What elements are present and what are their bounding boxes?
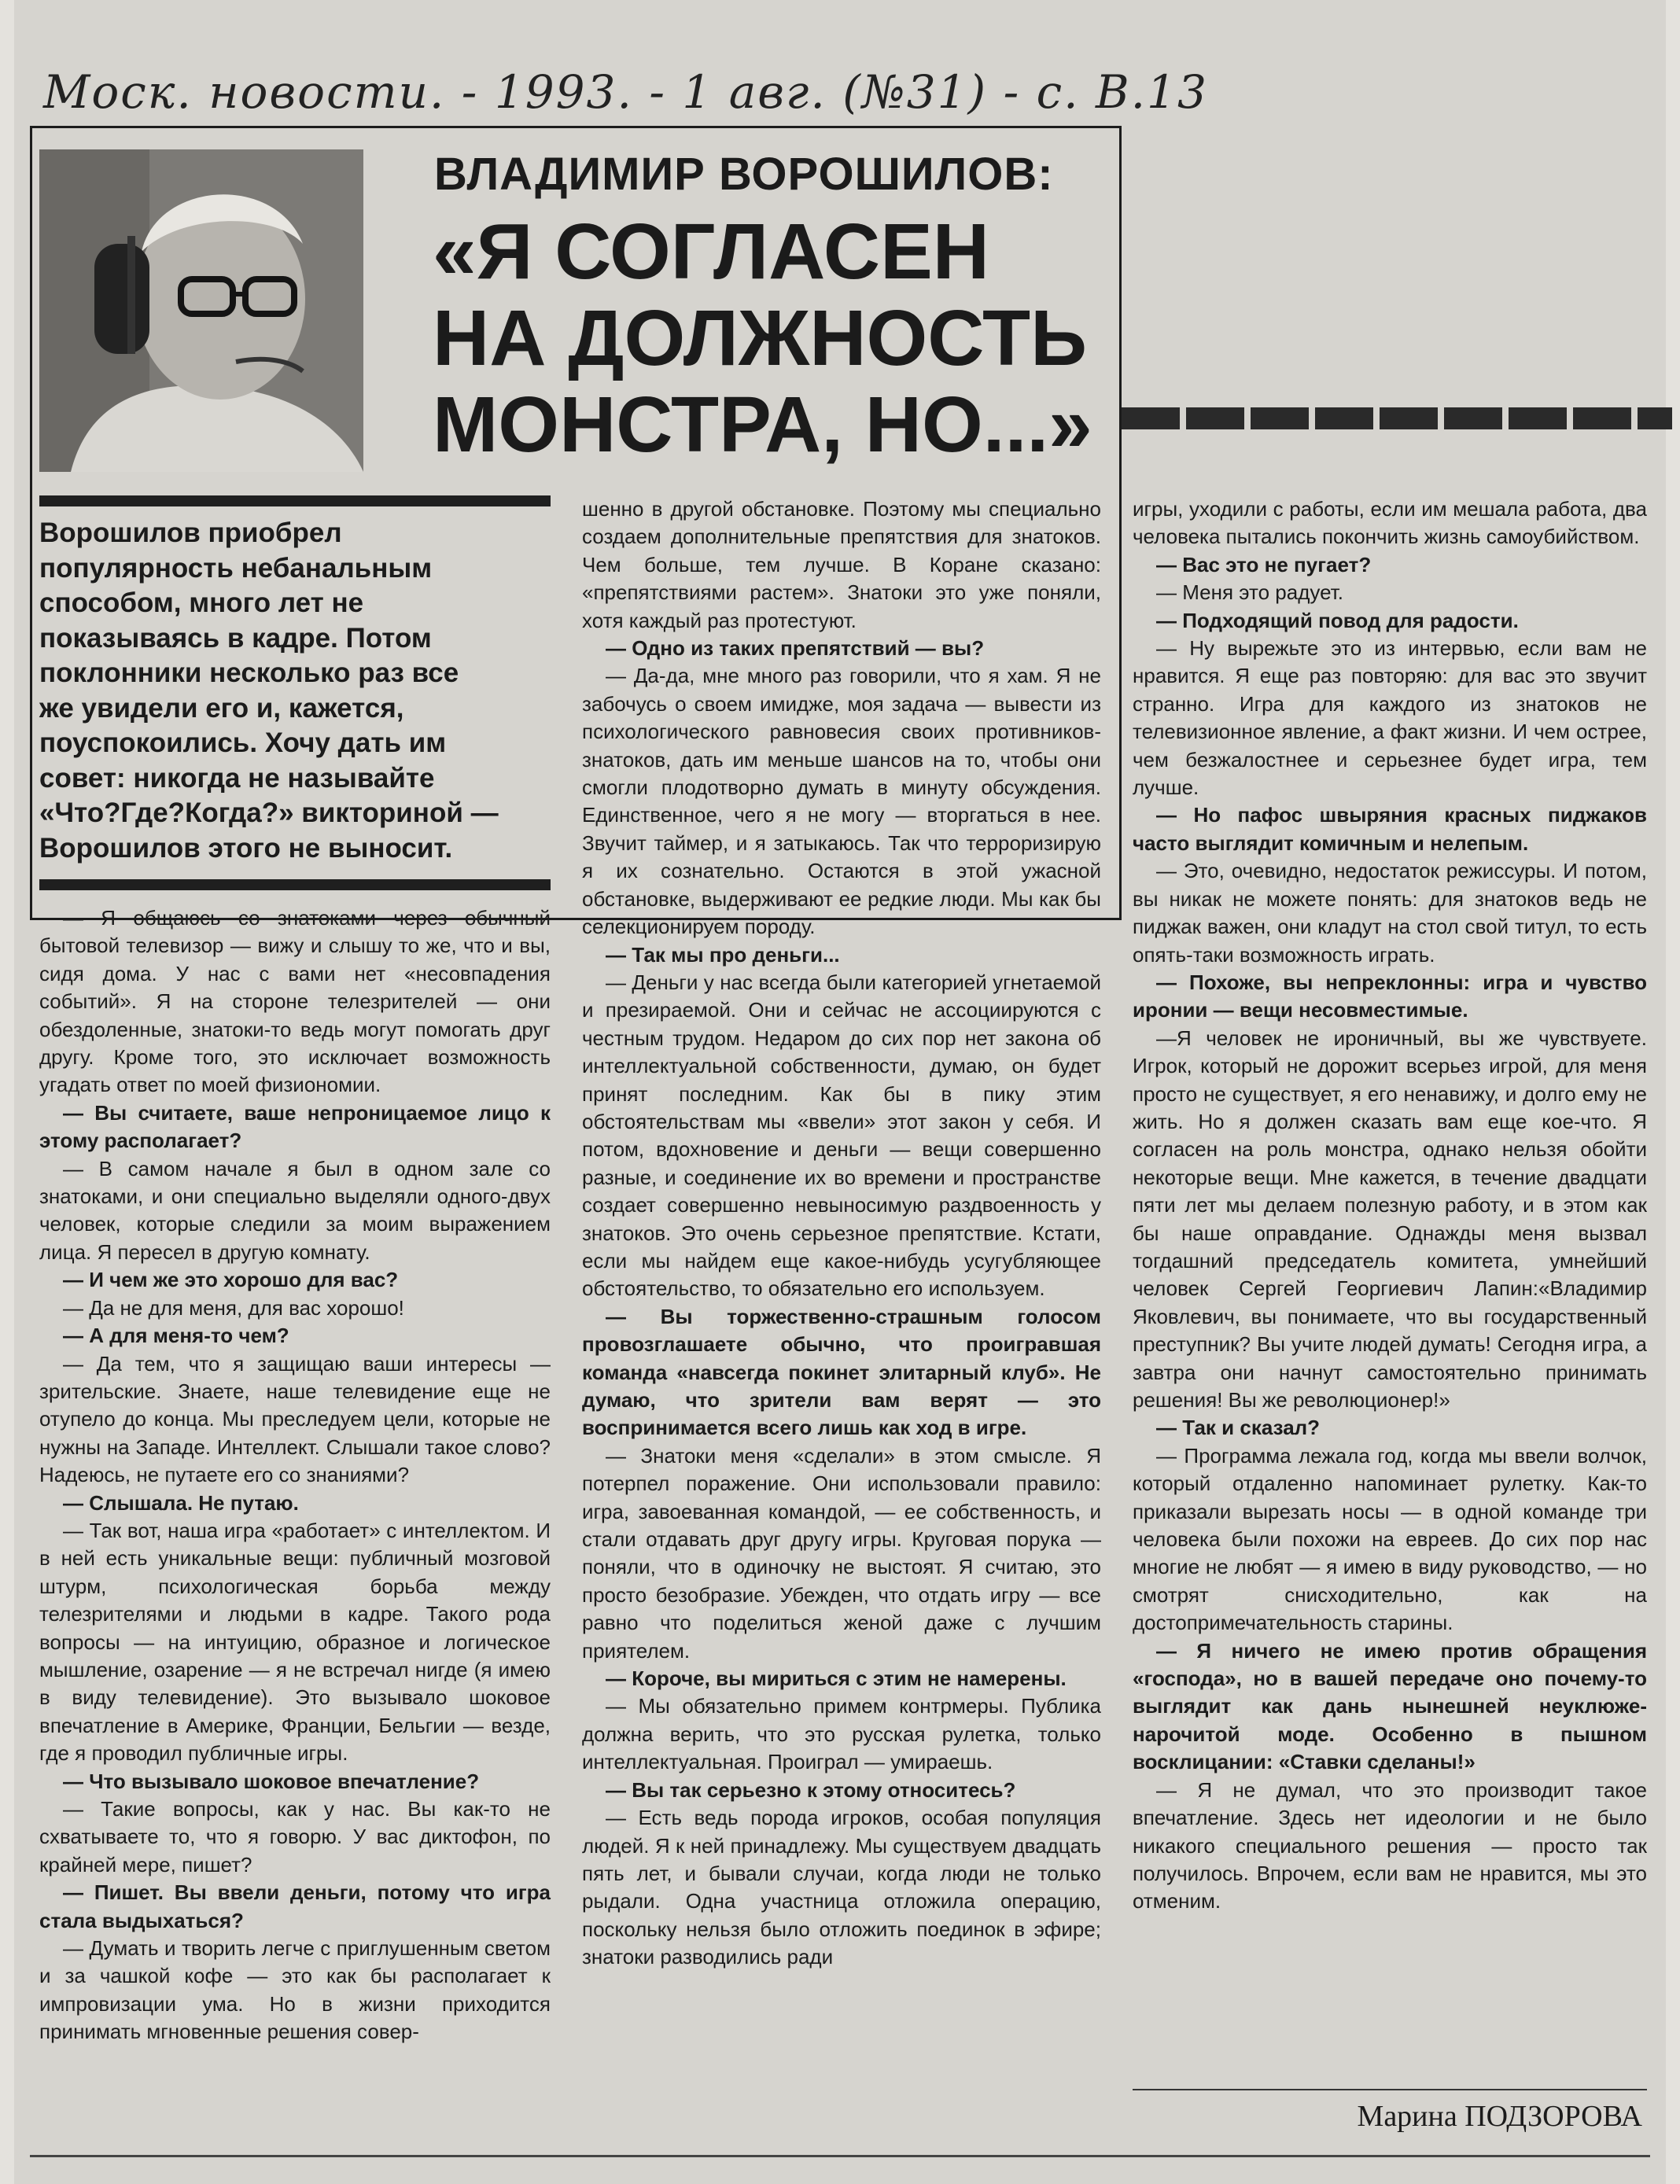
interview-paragraph: — Я общаюсь со знатоками через обычный бытовой телевизор — вижу и слышу то же, что и вы, сидя дома. У нас с вами нет «несовпадения событий». Я на стороне телезрителей — они обездоленные, знатоки-то ведь могут помогать друг другу. Кроме того, это исключает возможность угадать ответ по моей физиономии. (39, 906, 551, 1097)
interviewer-question: — Одно из таких препятствий — вы? (606, 636, 985, 661)
text-column-3 (1133, 495, 1647, 1916)
lead-bottom-rule (39, 879, 551, 890)
interview-paragraph: — Так вот, наша игра «работает» с интеллектом. И в ней есть уникальные вещи: публичный мозговой штурм, психологическая борьба между телезрителями и людьми в кадре. Такого рода вопросы — на интуицию, образное и логическое мышление, озарение — я не встречал нигде (я имею в виду телевидение). Это вызывало шоковое впечатление в Америке, Франции, Бельгии — везде, где я проводил публичные игры. (39, 1518, 551, 1766)
lead-line: способом, много лет не (39, 587, 364, 618)
lead-line: Ворошилов этого не выносит. (39, 832, 453, 864)
interview-paragraph: — Меня это радует. (1156, 580, 1343, 605)
portrait-illustration (39, 149, 363, 472)
interview-paragraph: — Это, очевидно, недостаток режиссуры. И потом, вы никак не можете понять: для знатоков ведь не пиджак важен, они кладут на стол свой титул, то есть опять-таки возможность играть. (1133, 859, 1647, 967)
interview-paragraph: игры, уходили с работы, если им мешала работа, два человека пытались покончить жизнь самоубийством. (1133, 497, 1647, 549)
lead-line: поклонники несколько раз все (39, 657, 459, 688)
interview-paragraph: — Деньги у нас всегда были категорией угнетаемой и презираемой. Они и сейчас не ассоциируются с честным трудом. Недаром до сих пор нет закона об интеллектуальной собственности, думаю, он будет принят последним. Как бы в пику этим обстоятельствам мы «ввели» этот закон у себя. И потом, вдохновение и деньги — вещи совершенно разные, и соединение их во времени и пространстве создает совершенно невыносимую раздвоенность у знатоков. Это очень серьезное препятствие. Кстати, если мы найдем еще какое-нибудь усугубляющее обстоятельство, то обязательно его используем. (582, 970, 1101, 1301)
lead-line: «Что?Где?Когда?» викториной — (39, 797, 499, 828)
interview-paragraph: шенно в другой обстановке. Поэтому мы специально создаем дополнительные препятствия для знатоков. Чем больше, тем лучше. В Коране сказано: «препятствиями растем». Знатоки это уже поняли, хотя каждый раз протестуют. (582, 497, 1101, 632)
interviewer-question: — Я ничего не имею против обращения «господа», но в вашей передаче оно почему-то выглядит как дань нынешней неуклюже-нарочитой моде. Особенно в пышном восклицании: «Ставки сделаны!» (1133, 1638, 1647, 1774)
headline-line: МОНСТРА, НО...» (433, 381, 1092, 469)
interview-paragraph: — Знатоки меня «сделали» в этом смысле. Я потерпел поражение. Они использовали правило: игра, завоеванная командой, — ее собственность, и стали отдавать друг другу игры. Круговая порука — поняли, что в одиночку не выстоят. Я считаю, это просто безобразие. Убежден, что отдать игру — все равно что поделиться женой даже с лучшим приятелем. (582, 1443, 1101, 1663)
interviewer-question: — Вы торжественно-страшным голосом провозглашаете обычно, что проигравшая команда «навсегда покинет элитарный клуб». Не думаю, что зрители вам верят — это воспринимается всего лишь как ход в игре. (582, 1304, 1101, 1440)
text-column-2 (582, 495, 1101, 1972)
lead-line: же увидели его и, кажется, (39, 692, 404, 724)
interviewer-question: — Вы так серьезно к этому относитесь? (606, 1777, 1016, 1802)
headline-block (433, 145, 1093, 468)
interviewer-question: — Так и сказал? (1156, 1416, 1321, 1440)
lead-line: поуспокоились. Хочу дать им (39, 727, 447, 758)
interviewer-question: — Короче, вы мириться с этим не намерены. (606, 1667, 1067, 1691)
interviewer-question: — Вы считаете, ваше непроницаемое лицо к этому располагает? (39, 1100, 551, 1153)
interview-paragraph: — Я не думал, что это производит такое впечатление. Здесь нет идеологии и не было никакого специального решения — просто так получилось. Впрочем, если вам не нравится, мы это отменим. (1133, 1777, 1647, 1913)
headline-line: «Я СОГЛАСЕН (433, 208, 990, 296)
interview-paragraph: — В самом начале я был в одном зале со знатоками, и они специально выделяли одного-двух человек, которые следили за моим выражением лица. Я пересел в другую комнату. (39, 1156, 551, 1264)
headline (433, 208, 1093, 468)
interview-paragraph: — Есть ведь порода игроков, особая популяция людей. Я к ней принадлежу. Мы существуем двадцать пять лет, и бывали случаи, когда люди не только рыдали. Одна участница отложила операцию, поскольку нельзя было отложить поединок в эфире; знатоки разводились ради (582, 1806, 1101, 1969)
interview-paragraph: — Да не для меня, для вас хорошо! (63, 1295, 404, 1320)
decorative-dash-strip (1122, 407, 1672, 429)
lead-line: совет: никогда не называйте (39, 762, 435, 794)
bottom-rule (30, 2155, 1650, 2157)
interviewer-question: — Вас это не пугает? (1156, 552, 1372, 576)
interview-paragraph: — Мы обязательно примем контрмеры. Публика должна верить, что это русская рулетка, только интеллектуальная. Проиграл — умираешь. (582, 1694, 1101, 1774)
text-column-1 (39, 904, 551, 2046)
handwritten-source-note: Моск. новости. - 1993. - 1 авг. (№31) - с. В.13 (43, 65, 1208, 119)
interviewer-question: — Но пафос швыряния красных пиджаков часто выглядит комичным и нелепым. (1133, 803, 1647, 855)
lead-paragraph (39, 516, 543, 866)
interview-paragraph: — Да-да, мне много раз говорили, что я хам. Я не забочусь о своем имидже, моя задача — вывести из психологического равновесия своих противников-знатоков, дать им меньше шансов на то, чтобы они смогли плодотворно думать в минуту обсуждения. Единственное, чего я не могу — вторгаться в нее. Звучит таймер, и я затыкаюсь. Так что терроризирую я их сознательно. Остаются в этой ужасной обстановке, выдерживают ее редкие люди. Мы как бы селекционируем породу. (582, 664, 1101, 939)
interviewer-question: — Что вызывало шоковое впечатление? (63, 1769, 480, 1793)
lead-line: популярность небанальным (39, 552, 433, 584)
interview-paragraph: —Я человек не ироничный, вы же чувствуете. Игрок, который не дорожит всерьез игрой, для меня просто не существует, я его ненавижу, и долго ему не жить. Но я должен сказать вам еще кое-что. Я согласен на роль монстра, однако нельзя обойти некоторые вещи. Мне кажется, в течение двадцати пяти лет мы делаем полезную работу, и в этом как бы наше оправдание. Однажды меня вызвал тогдашний председатель комитета, умнейший человек Сергей Георгиевич Лапин:«Владимир Яковлевич, вы понимаете, что вы государственный преступник? Вы учите людей думать! Сегодня игра, а завтра они начнут самостоятельно принимать решения! Вы же революционер!» (1133, 1026, 1647, 1412)
interviewer-question: — Похоже, вы непреклонны: игра и чувство иронии — вещи несовместимые. (1133, 970, 1647, 1022)
interviewer-question: — А для меня-то чем? (63, 1324, 289, 1348)
author-byline: Марина ПОДЗОРОВА (1357, 2100, 1642, 2133)
interviewer-question: — Так мы про деньги... (606, 942, 840, 967)
interviewer-question: — Слышала. Не путаю. (63, 1490, 299, 1515)
interview-paragraph: — Ну вырежьте это из интервью, если вам не нравится. Я еще раз повторяю: для вас это звучит странно. Игра для каждого из знатоков не телевизионное явление, а факт жизни. И чем острее, чем безжалостнее и серьезнее будет игра, тем лучше. (1133, 636, 1647, 800)
signature-rule (1133, 2089, 1647, 2090)
headline-line: НА ДОЛЖНОСТЬ (433, 294, 1087, 382)
interview-paragraph: — Такие вопросы, как у нас. Вы как-то не схватываете то, что я говорю. У вас диктофон, по крайней мере, пишет? (39, 1797, 551, 1876)
interview-paragraph: — Думать и творить легче с приглушенным светом и за чашкой кофе — это как бы располагает к импровизации ума. Но в жизни приходится принимать мгновенные решения совер- (39, 1936, 551, 2044)
interviewer-question: — Пишет. Вы ввели деньги, потому что игра стала выдыхаться? (39, 1880, 551, 1932)
interviewer-question: — Подходящий повод для радости. (1156, 608, 1519, 632)
lead-line: показываясь в кадре. Потом (39, 622, 432, 654)
lead-top-rule (39, 495, 551, 506)
interviewer-question: — И чем же это хорошо для вас? (63, 1268, 399, 1292)
headline-kicker: ВЛАДИМИР ВОРОШИЛОВ: (434, 149, 1054, 200)
lead-line: Ворошилов приобрел (39, 517, 342, 548)
interview-paragraph: — Программа лежала год, когда мы ввели волчок, который отдаленно напоминает рулетку. Как-то приказали вырезать носы — в одной команде три человека были похожи на евреев. До сих пор нас многие не любят — я имею в виду руководство, — но смотрят снисходительно, как на достопримечательность старины. (1133, 1443, 1647, 1635)
portrait-photo (39, 149, 363, 472)
interview-paragraph: — Да тем, что я защищаю ваши интересы — зрительские. Знаете, наше телевидение еще не отупело до конца. Мы преследуем цели, которые не нужны на Западе. Интеллект. Слышали такое слово? Надеюсь, не путаете его со знаниями? (39, 1351, 551, 1487)
